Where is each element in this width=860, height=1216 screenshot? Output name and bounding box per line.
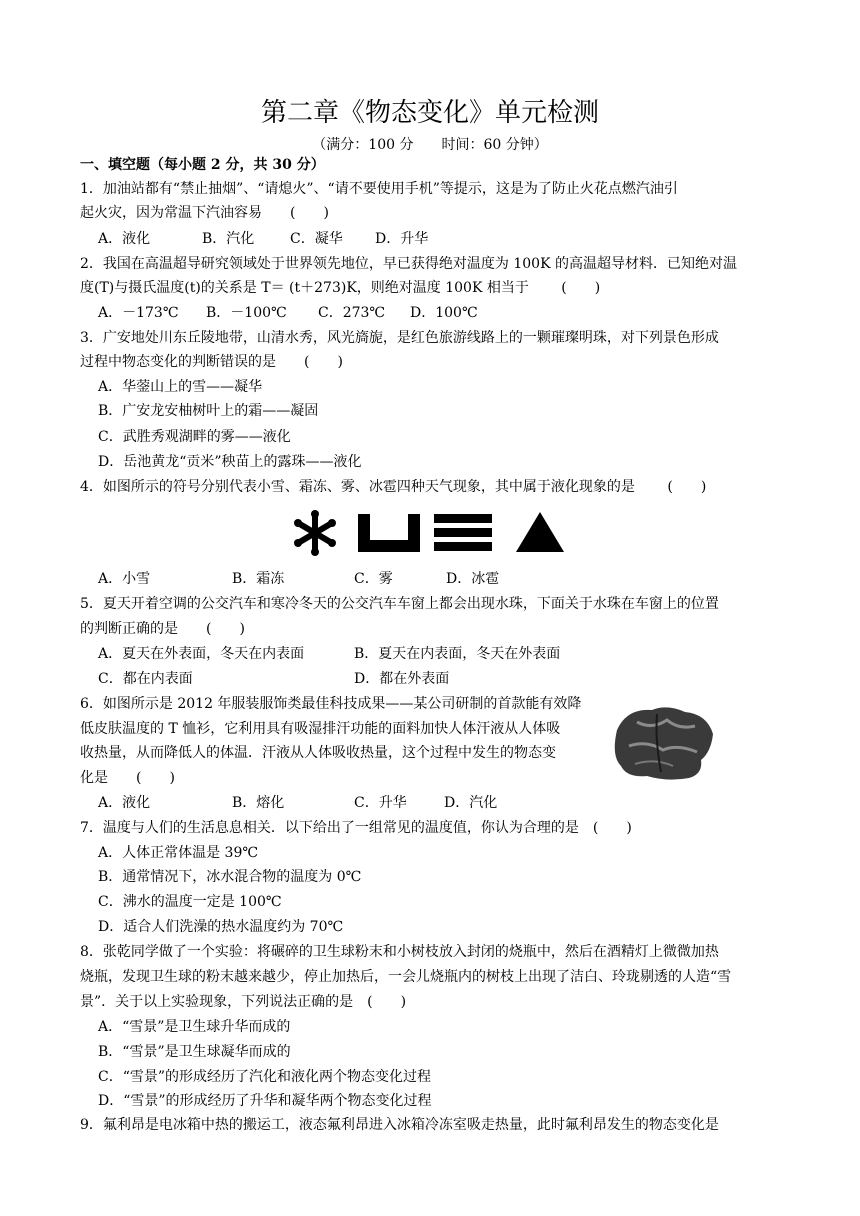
option-c: C．升华	[354, 795, 407, 811]
question-6-text: 6．如图所示是 2012 年服装服饰类最佳科技成果——某公司研制的首款能有效降	[80, 696, 582, 712]
question-9-text: 9．氟利昂是电冰箱中热的搬运工，液态氟利昂进入冰箱冷冻室吸走热量，此时氟利昂发生的物态变化是	[80, 1117, 719, 1133]
question-2-text: 2．我国在高温超导研究领域处于世界领先地位，早已获得绝对温度为 100K 的高温超导材料．已知绝对温	[80, 256, 737, 272]
option-c: C．凝华	[290, 231, 343, 247]
option-d: D．冰雹	[446, 571, 500, 587]
option-d: D．100℃	[410, 305, 478, 321]
question-1-text: 起火灾，因为常温下汽油容易 ( )	[80, 205, 329, 221]
option-c: C．273℃	[318, 305, 386, 321]
question-2-text: 度(T)与摄氏温度(t)的关系是 T＝ (t＋273)K，则绝对温度 100K 相当于 ( )	[80, 280, 601, 296]
option-d: D．“雪景”的形成经历了升华和凝华两个物态变化过程	[98, 1093, 432, 1109]
question-6-text: 化是 ( )	[80, 770, 175, 786]
tshirt-photo	[607, 700, 717, 782]
hail-icon	[514, 510, 566, 554]
option-b: B．霜冻	[232, 571, 285, 587]
option-c: C．雾	[354, 571, 393, 587]
question-6-text: 低皮肤温度的 T 恤衫，它利用具有吸湿排汗功能的面料加快人体汗液从人体吸	[80, 721, 561, 737]
option-b: B．“雪景”是卫生球凝华而成的	[98, 1044, 291, 1060]
option-c: C．“雪景”的形成经历了汽化和液化两个物态变化过程	[98, 1069, 432, 1085]
option-b: B．通常情况下，冰水混合物的温度为 0℃	[98, 869, 362, 885]
option-a: A．液化	[98, 795, 151, 811]
fog-icon	[432, 510, 494, 554]
snowflake-icon	[290, 510, 340, 556]
option-c: C．沸水的温度一定是 100℃	[98, 894, 282, 910]
option-b: B．－100℃	[206, 305, 287, 321]
question-8-text: 景”．关于以上实验现象，下列说法正确的是 ( )	[80, 994, 407, 1010]
exam-info: （满分：100 分 时间：60 分钟）	[312, 137, 548, 153]
option-a: A．人体正常体温是 39℃	[98, 845, 259, 861]
option-b: B．夏天在内表面，冬天在外表面	[354, 646, 561, 662]
page-title: 第二章《物态变化》单元检测	[260, 98, 599, 128]
option-b: B．汽化	[202, 231, 255, 247]
frost-icon	[356, 510, 422, 554]
option-b: B．广安龙安柚树叶上的霜——凝固	[98, 403, 319, 419]
option-d: D．适合人们洗澡的热水温度约为 70℃	[98, 919, 344, 935]
question-5-text: 5．夏天开着空调的公交汽车和寒冷冬天的公交汽车车窗上都会出现水珠，下面关于水珠在车窗上的位置	[80, 596, 719, 612]
option-a: A．夏天在外表面，冬天在内表面	[98, 646, 305, 662]
option-a: A．“雪景”是卫生球升华而成的	[98, 1019, 291, 1035]
option-d: D．都在外表面	[354, 671, 450, 687]
option-d: D．汽化	[444, 795, 498, 811]
option-a: A．液化	[98, 231, 151, 247]
option-c: C．武胜秀观湖畔的雾——液化	[98, 429, 291, 445]
option-b: B．熔化	[232, 795, 285, 811]
option-a: A．－173℃	[98, 305, 179, 321]
question-6-text: 收热量，从而降低人的体温．汗液从人体吸收热量，这个过程中发生的物态变	[80, 745, 556, 761]
question-7-text: 7．温度与人们的生活息息相关．以下给出了一组常见的温度值，你认为合理的是 ( )	[80, 820, 632, 836]
option-c: C．都在内表面	[98, 671, 193, 687]
option-d: D．岳池黄龙“贡米”秧苗上的露珠——液化	[98, 454, 362, 470]
question-8-text: 烧瓶，发现卫生球的粉末越来越少，停止加热后，一会儿烧瓶内的树枝上出现了洁白、玲珑剔透的人造“雪	[80, 969, 732, 985]
option-a: A．小雪	[98, 571, 151, 587]
question-5-text: 的判断正确的是 ( )	[80, 621, 245, 637]
option-a: A．华蓥山上的雪——凝华	[98, 379, 263, 395]
option-d: D．升华	[375, 231, 429, 247]
section-heading: 一、填空题（每小题 2 分，共 30 分）	[80, 157, 325, 173]
question-1-text: 1．加油站都有“禁止抽烟”、“请熄火”、“请不要使用手机”等提示，这是为了防止火花点燃汽油引	[80, 181, 678, 197]
question-8-text: 8．张乾同学做了一个实验：将碾碎的卫生球粉末和小树枝放入封闭的烧瓶中，然后在酒精灯上微微加热	[80, 944, 719, 960]
question-3-text: 过程中物态变化的判断错误的是 ( )	[80, 354, 343, 370]
question-4-text: 4．如图所示的符号分别代表小雪、霜冻、雾、冰雹四种天气现象，其中属于液化现象的是 ( )	[80, 479, 707, 495]
question-3-text: 3．广安地处川东丘陵地带，山清水秀，风光旖旎，是红色旅游线路上的一颗璀璨明珠，对下列景色形成	[80, 330, 719, 346]
